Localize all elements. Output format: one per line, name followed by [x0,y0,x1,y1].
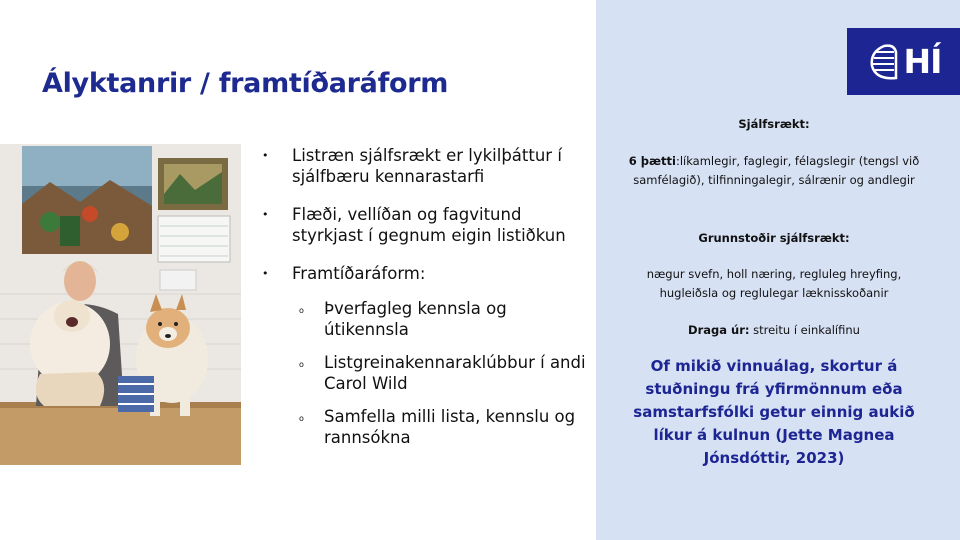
draga-ur-label: Draga úr: [688,323,750,337]
sub-bullet-text: Listgreinakennaraklúbbur í andi Carol Wild [324,353,586,393]
burnout-quote: Of mikið vinnuálag, skortur á stuðningu frá yfirmönnum eða samstarfsfólki getur einnig aukið líkur á kulnun (Jette Magnea Jónsdóttir, 2023) [633,357,915,467]
bullet-marker: • [262,267,269,280]
sub-bullet-item [262,298,592,340]
bullet-item [262,145,592,187]
draga-ur-text [596,321,952,340]
six-factors-body: :líkamlegir, faglegir, félagslegir (tengsl við samfélagið), tilfinningalegir, sálrænir og andlegir [633,154,920,187]
sub-bullet-text: Þverfagleg kennsla og útikennsla [324,299,507,339]
university-logo [847,28,960,95]
heading-text: Sjálfsrækt: [738,117,810,131]
bullet-list [262,145,592,460]
sub-bullet-item [262,352,592,394]
bullet-item [262,204,592,246]
sub-bullet-marker: o [299,414,304,423]
heading-text: Grunnstoðir sjálfsrækt: [698,231,850,245]
bullet-marker: • [262,208,269,221]
bullet-item [262,263,592,284]
logo-text: HÍ [903,42,942,81]
sub-bullet-marker: o [299,360,304,369]
slide-title: Ályktanrir / framtíðaráform [42,68,449,99]
bullet-marker: • [262,149,269,162]
draga-ur-body: streitu í einkalífinu [749,323,860,337]
sub-bullet-item [262,406,592,448]
heading-sjalfsraekt [596,115,952,134]
goddess-head-icon [866,42,900,82]
bullet-text: Flæði, vellíðan og fagvitund styrkjast í gegnum eigin listiðkun [292,205,566,245]
six-factors-text [596,152,952,190]
heading-grunnstodir [596,229,952,248]
bullet-text: Listræn sjálfsrækt er lykilþáttur í sjálfbæru kennarastarfi [292,146,562,186]
sub-bullet-marker: o [299,306,304,315]
six-factors-label: 6 þætti [628,154,676,168]
bullet-text: Framtíðaráform: [292,264,426,283]
photo-woman-with-dogs [0,144,241,465]
sub-bullet-text: Samfella milli lista, kennslu og rannsókna [324,407,576,447]
grunnstodir-text: nægur svefn, holl næring, regluleg hreyfing, hugleiðsla og reglulegar læknisskoðanir [646,267,902,300]
